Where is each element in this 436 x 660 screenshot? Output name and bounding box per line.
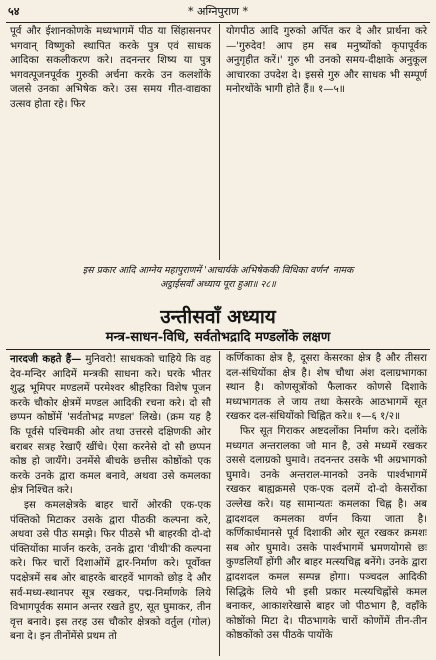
page-header (8, 3, 428, 21)
paragraph (10, 352, 211, 499)
paragraph: योगपीठ आदि गुरुको अर्पित कर दे और प्रार्थना करे—'गुरुदेव! आप हम सब मनुष्योंको कृपापूर्वक अनुगृहीत करें।' गुरु भी उनको समय-दीक्षाके अनुकूल आचारका उपदेश दे। इससे गुरु और साधक भी सम्पूर्ण मनोरथोंके भागी होते हैं॥ १—५॥ (226, 26, 427, 96)
column-divider (219, 351, 220, 656)
paragraph-text: मुनिवरो! साधकको चाहिये कि वह देव-मन्दिर आदिमें मन्त्रकी साधना करे। घरके भीतर शुद्ध भूमिपर मण्डलमें परमेश्वर श्रीहरिका विशेष पूजन करके चौकोर क्षेत्रमें मण्डल आदिकी रचना करे। दो सौ छप्पन कोष्ठोंमें 'सर्वतोभद्र मण्डल' लिखे। (क्रम यह है कि पूर्वसे पश्चिमकी ओर तथा उत्तरसे दक्षिणकी ओर बराबर सत्रह रेखाएँ खींचे। ऐसा करनेसे दो सौ छप्पन कोष्ठ हो जायँगे। उनमेंसे बीचके छत्तीस कोष्ठोंको एक करके उनके द्वारा कमल बनावे, अथवा उसे कमलका क्षेत्र निश्चित करे। (10, 354, 211, 497)
page-number: ५४ (8, 5, 20, 18)
chapter-title: उन्तीसवाँ अध्याय (160, 306, 276, 328)
colophon-line: इस प्रकार आदि आग्नेय महापुराणमें 'आचार्यके अभिषेककी विधिका वर्णन' नामक (82, 265, 354, 276)
body-right-column (226, 352, 427, 644)
column-divider (219, 24, 220, 260)
paragraph: इस कमलक्षेत्रके बाहर चारों ओरकी एक-एक पंक्तिको मिटाकर उसके द्वारा पीठकी कल्पना करे, अथवा उसे पीठ समझे। फिर पीठसे भी बाहरकी दो-दो पंक्तियोंका मार्जन करके, उनके द्वारा 'वीथी'की कल्पना करे। फिर चारों दिशाओंमें द्वार-निर्माण करे। पूर्वोक्त पदक्षेत्रमें सब ओर बाहरके बारहवें भागको छोड़ दे और सर्व-मध्य-स्थानपर सूत्र रखकर, पद्म-निर्माणके लिये विभागपूर्वक समान अन्तर रखते हुए, सूत घुमाकर, तीन वृत्त बनावे। इस तरह उस चौकोर क्षेत्रको वर्तुल (गोल) बना दे। इन तीनोंमेंसे प्रथम तो (10, 499, 211, 643)
speaker: नारदजी कहते हैं— (10, 353, 82, 365)
colophon-line: अट्ठाईसवाँ अध्याय पूरा हुआ॥ २८॥ (160, 278, 276, 290)
chapter-rule (6, 349, 430, 350)
paragraph: पूर्व और ईशानकोणके मध्यभागमें पीठ या सिंहासनपर भगवान् विष्णुको स्थापित करके पुत्र एवं साधक आदिका सकलीकरण करे। तदनन्तर शिष्य या पुत्र भगवत्पूजनपूर्वक गुरुकी अर्चना करके उन कलशोंके जलसे उनका अभिषेक करे। उस समय गीत-वाद्यका उत्सव होता रहे। फिर (10, 26, 211, 110)
chapter-subtitle: मन्त्र-साधन-विधि, सर्वतोभद्रादि मण्डलोंके लक्षण (105, 330, 331, 345)
chapter-colophon (12, 264, 424, 291)
running-title: * अग्निपुराण * (188, 5, 248, 18)
paragraph: कर्णिकाका क्षेत्र है, दूसरा केसरका क्षेत्र है और तीसरा दल-संधियोंका क्षेत्र है। शेष चौथा अंश दलाग्रभागका स्थान है। कोणसूत्रोंको फैलाकर कोणसे दिशाके मध्यभागतक ले जाय तथा केसरके आठभागमें सूत रखकर दल-संधियोंको चिह्नित करे॥ १—६ १/२॥ (226, 353, 427, 423)
paragraph: फिर सूत गिराकर अष्टदलोंका निर्माण करे। दलोंके मध्यगत अन्तरालका जो मान है, उसे मध्यमें रखकर उससे दलाग्रको घुमावे। तदनन्तर उसके भी अग्रभागको घुमावे। उनके अन्तराल-मानको उनके पार्श्वभागमें रखकर बाह्यक्रमसे एक-एक दलमें दो-दो केसरोंका उल्लेख करे। यह सामान्यतः कमलका चिह्न है। अब द्वादशदल कमलका वर्णन किया जाता है। कर्णिकार्धमानसे पूर्व दिशाकी ओर सूत रखकर क्रमशः सब ओर घुमावे। उसके पार्श्वभागमें भ्रमणयोगसे छः कुण्डलियाँ होंगी और बाहर मत्स्यचिह्न बनेंगे। उनके द्वारा द्वादशदल कमल सम्पन्न होगा। पञ्चदल आदिकी सिद्धिके लिये भी इसी प्रकार मत्स्यचिह्नोंसे कमल बनाकर, आकाशरेखासे बाहर जो पीठभाग है, वहाँके कोष्ठोंको मिटा दे। पीठभागके चारों कोणोंमें तीन-तीन कोष्ठकोंको उस पीठके पायोंके (226, 425, 427, 642)
body-left-column (10, 352, 211, 645)
header-rule (6, 22, 430, 23)
top-right-column (226, 25, 427, 98)
top-left-column (10, 25, 211, 113)
